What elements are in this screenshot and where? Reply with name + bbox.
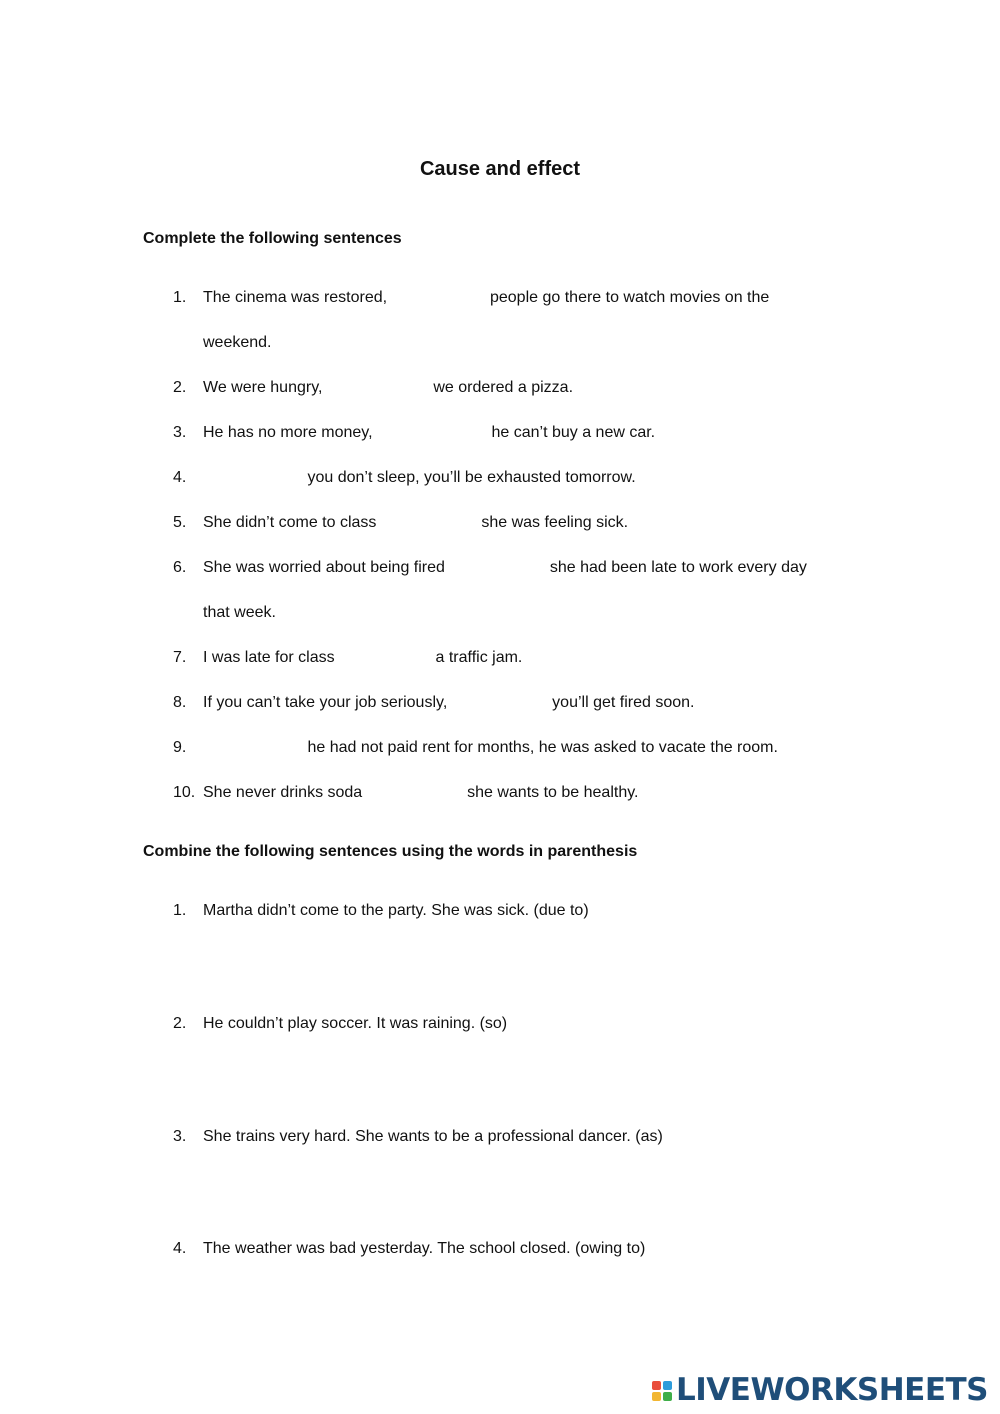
answer-blank-7[interactable]: [339, 649, 431, 667]
sentence-text-before: She was worried about being fired: [203, 559, 445, 577]
item-number: 4.: [173, 469, 187, 486]
logo-wordmark: LIVEWORKSHEETS: [676, 1372, 988, 1408]
item-number: 3.: [173, 1128, 187, 1145]
item-number: 1.: [173, 902, 187, 919]
answer-blank-10[interactable]: [367, 784, 463, 802]
sentence-text-after: people go there to watch movies on the: [489, 289, 770, 307]
logo-square: [652, 1381, 661, 1390]
combine-prompt-4: The weather was bad yesterday. The school closed. (owing to): [203, 1240, 646, 1257]
answer-blank-6[interactable]: [449, 559, 545, 577]
item-number: 1.: [173, 289, 187, 306]
logo-square: [652, 1392, 661, 1401]
answer-blank-8[interactable]: [452, 694, 548, 712]
logo-square: [663, 1392, 672, 1401]
combine-answer-1[interactable]: [203, 932, 843, 1002]
combine-prompt-2: He couldn’t play soccer. It was raining. (so): [203, 1015, 508, 1032]
logo-mark-icon: [652, 1381, 672, 1401]
item-number: 2.: [173, 1015, 187, 1032]
sentence-text-after: he can’t buy a new car.: [491, 424, 656, 442]
sentence-6: [203, 559, 807, 577]
sentence-1: [203, 289, 769, 307]
sentence-4: [203, 469, 636, 487]
sentence-text-before: She didn’t come to class: [203, 514, 377, 532]
sentence-text-after: she wants to be healthy.: [467, 784, 639, 802]
sentence-5: [203, 514, 628, 532]
item-number: 8.: [173, 694, 187, 711]
page-title: Cause and effect: [419, 158, 581, 180]
sentence-text-before: The cinema was restored,: [203, 289, 388, 307]
combine-answer-3[interactable]: [203, 1158, 843, 1228]
sentence-text-before: She never drinks soda: [203, 784, 363, 802]
sentence-8: [203, 694, 694, 712]
item-number: 3.: [173, 424, 187, 441]
sentence-text-after: she had been late to work every day: [549, 559, 807, 577]
answer-blank-1[interactable]: [392, 289, 486, 307]
logo-square: [663, 1381, 672, 1390]
item-number: 10.: [173, 784, 196, 801]
sentence-continuation: weekend.: [203, 334, 272, 351]
answer-blank-3[interactable]: [377, 424, 487, 442]
section2-heading: Combine the following sentences using the words in parenthesis: [143, 843, 638, 860]
sentence-text-before: He has no more money,: [203, 424, 373, 442]
liveworksheets-logo: [652, 1372, 988, 1408]
sentence-10: [203, 784, 638, 802]
item-number: 4.: [173, 1240, 187, 1257]
item-number: 5.: [173, 514, 187, 531]
item-number: 7.: [173, 649, 187, 666]
combine-answer-2[interactable]: [203, 1045, 843, 1115]
combine-prompt-1: Martha didn’t come to the party. She was sick. (due to): [203, 902, 589, 919]
item-number: 6.: [173, 559, 187, 576]
answer-blank-4[interactable]: [203, 469, 303, 487]
sentence-3: [203, 424, 655, 442]
section1-heading: Complete the following sentences: [143, 230, 402, 247]
answer-blank-9[interactable]: [203, 739, 303, 757]
sentence-9: [203, 739, 778, 757]
sentence-text-after: we ordered a pizza.: [433, 379, 574, 397]
sentence-text-after: you’ll get fired soon.: [552, 694, 695, 712]
sentence-text-after: she was feeling sick.: [481, 514, 629, 532]
sentence-text-after: he had not paid rent for months, he was asked to vacate the room.: [307, 739, 778, 757]
sentence-7: [203, 649, 522, 667]
sentence-text-after: you don’t sleep, you’ll be exhausted tomorrow.: [307, 469, 636, 487]
sentence-text-before: I was late for class: [203, 649, 335, 667]
answer-blank-2[interactable]: [327, 379, 429, 397]
sentence-text-before: If you can’t take your job seriously,: [203, 694, 448, 712]
combine-prompt-3: She trains very hard. She wants to be a professional dancer. (as): [203, 1128, 663, 1145]
answer-blank-5[interactable]: [381, 514, 477, 532]
sentence-text-before: We were hungry,: [203, 379, 323, 397]
item-number: 9.: [173, 739, 187, 756]
combine-answer-4[interactable]: [203, 1270, 843, 1340]
sentence-2: [203, 379, 573, 397]
item-number: 2.: [173, 379, 187, 396]
sentence-continuation: that week.: [203, 604, 276, 621]
sentence-text-after: a traffic jam.: [435, 649, 523, 667]
